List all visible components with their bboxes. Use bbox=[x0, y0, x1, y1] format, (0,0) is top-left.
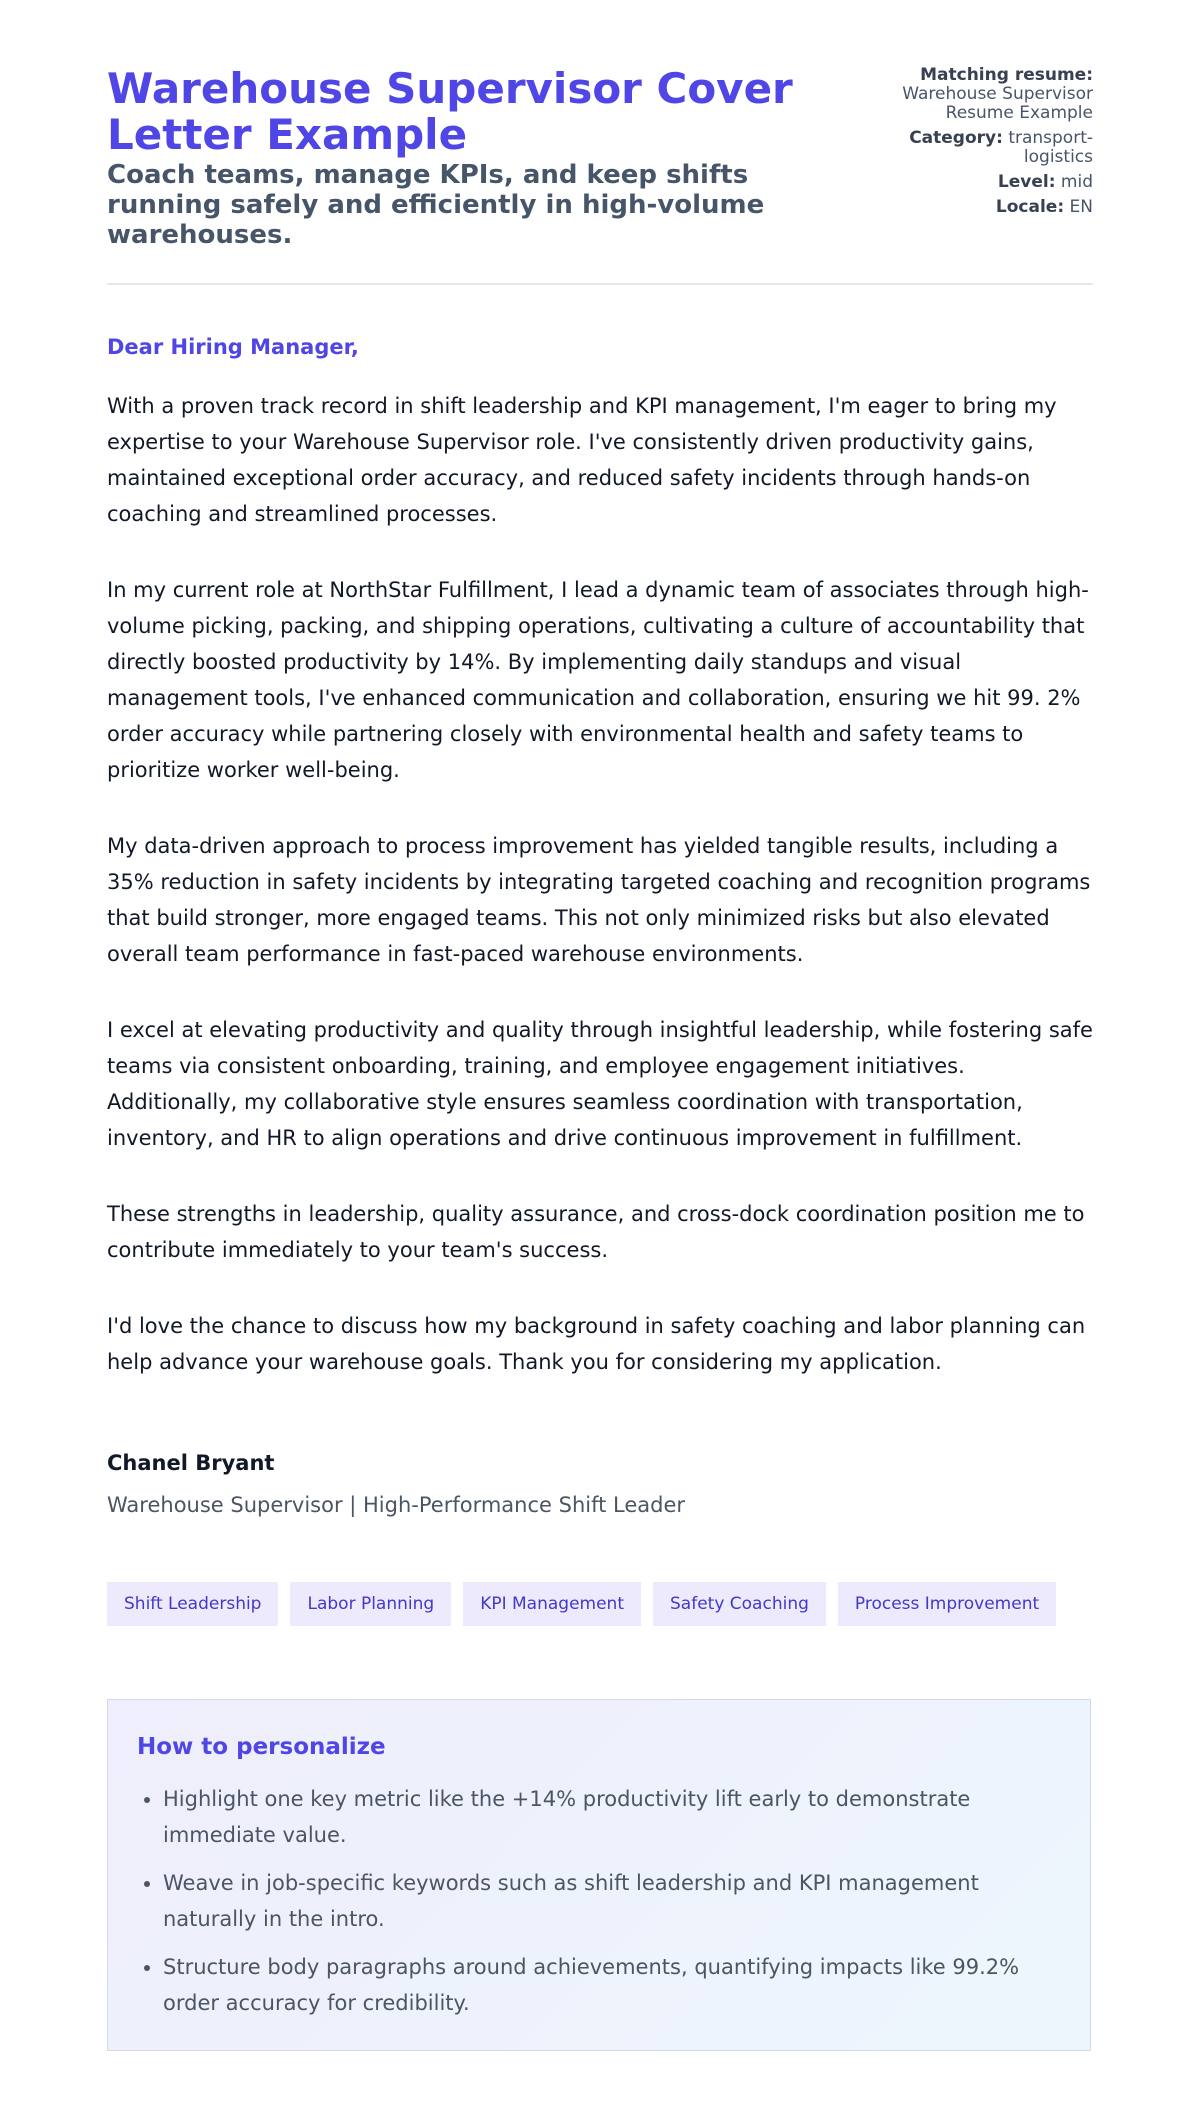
tips-list-item: • Weave in job-specific keywords such as shift leadership and KPI management naturally in the intro. bbox=[163, 1865, 1061, 1937]
tips-list-item: • Highlight one key metric like the +14% productivity lift early to demonstrate immediate value. bbox=[163, 1781, 1061, 1853]
skill-tag: Safety Coaching bbox=[653, 1582, 826, 1626]
meta-category bbox=[853, 129, 1093, 167]
skill-tag: Labor Planning bbox=[290, 1582, 451, 1626]
page-header bbox=[107, 66, 1093, 286]
meta-panel bbox=[853, 66, 1093, 223]
tips-list bbox=[137, 1781, 1061, 2021]
meta-level bbox=[853, 173, 1093, 192]
meta-locale bbox=[853, 198, 1093, 217]
skill-tag: KPI Management bbox=[463, 1582, 641, 1626]
meta-category-label: Category: bbox=[909, 128, 1003, 148]
tips-heading: How to personalize bbox=[137, 1734, 386, 1760]
page-subtitle: Coach teams, manage KPIs, and keep shifts running safely and efficiently in high-volume warehouses. bbox=[107, 160, 765, 250]
skill-tag: Process Improvement bbox=[838, 1582, 1056, 1626]
letter-paragraph: In my current role at NorthStar Fulfillment, I lead a dynamic team of associates through high-volume picking, packing, and shipping operations, cultivating a culture of accountability that directly boosted productivity by 14%. By implementing daily standups and visual management tools, I've enhanced communication and collaboration, ensuring we hit 99. 2% order accuracy while partnering closely with environmental health and safety teams to prioritize worker well-being. bbox=[107, 578, 1089, 782]
meta-matching-resume-label: Matching resume: bbox=[920, 65, 1093, 85]
meta-locale-value: EN bbox=[1069, 197, 1093, 217]
meta-locale-label: Locale: bbox=[995, 197, 1065, 217]
letter-paragraph: I'd love the chance to discuss how my background in safety coaching and labor planning can help advance your warehouse goals. Thank you for considering my application. bbox=[107, 1314, 1086, 1374]
letter-paragraph: My data-driven approach to process improvement has yielded tangible results, including a 35% reduction in safety incidents by integrating targeted coaching and recognition programs that build stronger, more engaged teams. This not only minimized risks but also elevated overall team performance in fast-paced warehouse environments. bbox=[107, 834, 1091, 966]
letter-paragraph: I excel at elevating productivity and quality through insightful leadership, while fostering safe teams via consistent onboarding, training, and employee engagement initiatives. Additionally, my collaborative style ensures seamless coordination with transportation, inventory, and HR to align operations and drive continuous improvement in fulfillment. bbox=[107, 1018, 1093, 1150]
meta-matching-resume bbox=[853, 66, 1093, 123]
signature-name: Chanel Bryant bbox=[107, 1451, 275, 1475]
signature-title: Warehouse Supervisor | High-Performance Shift Leader bbox=[107, 1493, 686, 1517]
header-divider bbox=[107, 283, 1093, 285]
tips-list-item: • Structure body paragraphs around achievements, quantifying impacts like 99.2% order accuracy for credibility. bbox=[163, 1949, 1061, 2021]
letter-body bbox=[107, 388, 1097, 1420]
skill-tag: Shift Leadership bbox=[107, 1582, 278, 1626]
meta-matching-resume-value: Warehouse Supervisor Resume Example bbox=[902, 84, 1093, 123]
page-title: Warehouse Supervisor Cover Letter Example bbox=[107, 64, 793, 159]
salutation: Dear Hiring Manager, bbox=[107, 335, 359, 359]
meta-level-label: Level: bbox=[997, 172, 1056, 192]
skill-tags bbox=[107, 1582, 1056, 1626]
personalize-tips-box bbox=[107, 1699, 1091, 2051]
meta-category-value: transport-logistics bbox=[1008, 128, 1093, 167]
meta-level-value: mid bbox=[1060, 172, 1093, 192]
letter-paragraph: With a proven track record in shift leadership and KPI management, I'm eager to bring my expertise to your Warehouse Supervisor role. I've consistently driven productivity gains, maintained exceptional order accuracy, and reduced safety incidents through hands-on coaching and streamlined processes. bbox=[107, 394, 1057, 526]
letter-paragraph: These strengths in leadership, quality assurance, and cross-dock coordination position me to contribute immediately to your team's success. bbox=[107, 1202, 1085, 1262]
